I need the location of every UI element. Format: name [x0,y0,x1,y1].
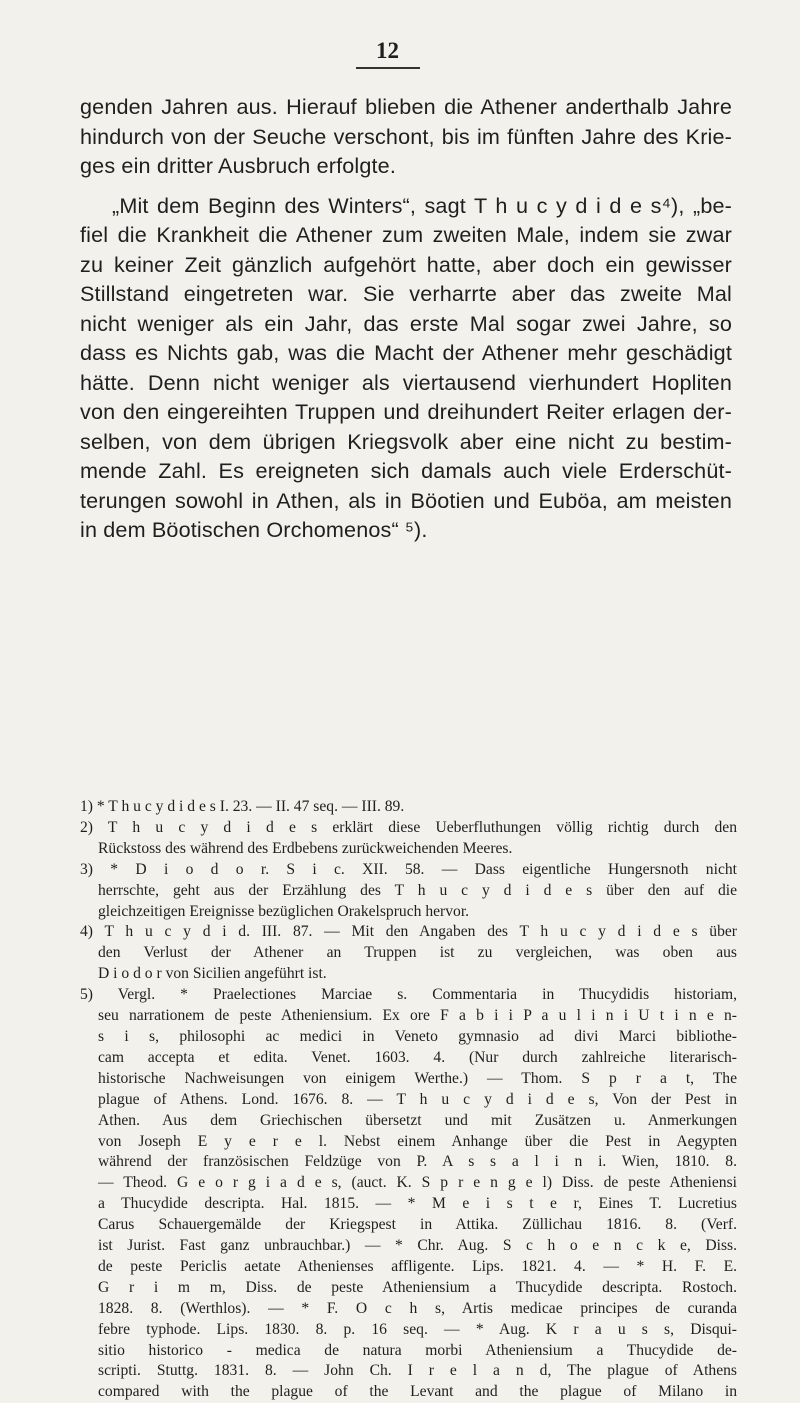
text-line: hindurch von der Seuche verschont, bis im fünften Jahre des Krie- [80,123,732,149]
text-line: fiel die Krankheit die Athener zum zweiten Male, indem sie zwar [80,222,732,247]
footnote-2 [80,818,737,860]
text-line: terungen sowohl in Athen, als in Böotien und Euböa, am meisten [80,487,732,513]
footnote-line: — Theod. G e o r g i a d e s, (auct. K. S p r e n g e l) Diss. de peste Atheniensi [98,1174,737,1192]
footnote-line: während der französischen Feldzüge von P. A s s a l i n i. Wien, 1810. 8. [98,1153,737,1171]
footnote-1 [80,797,737,818]
footnote-line: compared with the plague of the Levant and the plague of Milano in [98,1383,737,1401]
text-line: in dem Böotischen Orchomenos“ ⁵). [80,517,428,542]
footnote-line: G r i m m, Diss. de peste Atheniensium a Thucydide descripta. Rostoch. [98,1278,737,1296]
footnote-5 [80,985,737,1403]
footnote-line: scripti. Stuttg. 1831. 8. — John Ch. I r e l a n d, The plague of Athens [98,1362,737,1380]
footnote-line: plague of Athens. Lond. 1676. 8. — T h u c y d i d e s, Von der Pest in [98,1090,737,1108]
paragraph-1 [80,92,732,181]
text-line: ges ein dritter Ausbruch erfolgte. [80,153,396,178]
footnote-line: 5) Vergl. * Praelectiones Marciae s. Commentaria in Thucydidis historiam, [80,986,737,1004]
paragraph-2 [80,191,732,545]
paragraph-gap [80,181,732,191]
footnotes [80,797,737,1403]
footnote-line: ist Jurist. Fast ganz unbrauchbar.) — * Chr. Aug. S c h o e n c k e, Diss. [98,1237,737,1255]
footnote-4 [80,922,737,985]
footnote-line: 2) T h u c y d i d e s erklärt diese Ueberfluthungen völlig richtig durch den [80,818,737,836]
footnote-line: D i o d o r von Sicilien angeführt ist. [98,965,327,983]
page-number: 12 [376,38,399,63]
footnote-line: febre typhode. Lips. 1830. 8. p. 16 seq. — * Aug. K r a u s s, Disqui- [98,1320,737,1338]
footnote-line: cam accepta et edita. Venet. 1603. 4. (Nur durch zahlreiche literarisch- [98,1048,737,1066]
footnote-line: den Verlust der Athener an Truppen ist zu vergleichen, was oben aus [98,944,737,962]
header-rule [356,67,420,69]
main-text [80,92,732,545]
footnote-line: herrschte, geht aus der Erzählung des T h u c y d i d e s über den auf die [98,881,737,899]
footnote-line: sitio historico - medica de natura morbi Atheniensium a Thucydide de- [98,1341,737,1359]
text-line: dass es Nichts gab, was die Macht der Athener mehr geschädigt [80,340,732,365]
footnote-line: von Joseph E y e r e l. Nebst einem Anhange über die Pest in Aegypten [98,1132,737,1150]
text-line: genden Jahren aus. Hierauf blieben die Athener anderthalb Jahre [80,94,732,119]
footnote-line: historische Nachweisungen von einigem Werthe.) — Thom. S p r a t, The [98,1069,737,1087]
text-line: mende Zahl. Es ereigneten sich damals auch viele Erderschüt- [80,458,732,483]
footnote-line: s i s, philosophi ac medici in Veneto gymnasio ad divi Marci bibliothe- [98,1027,737,1045]
footnote-line: Rückstoss des während des Erdbebens zurückweichenden Meeres. [98,839,513,857]
footnote-line: 1) * T h u c y d i d e s I. 23. — II. 47 seq. — III. 89. [80,798,405,815]
text-line: von den eingereihten Truppen und dreihundert Reiter erlagen der- [80,399,732,424]
footnote-line: de peste Periclis aetate Athenienses affligente. Lips. 1821. 4. — * H. F. E. [98,1257,737,1275]
footnote-line: a Thucydide descripta. Hal. 1815. — * M e i s t e r, Eines T. Lucretius [98,1195,737,1213]
text-line: hätte. Denn nicht weniger als viertausend vierhundert Hopliten [80,369,732,395]
footnote-line: Athen. Aus dem Griechischen übersetzt und mit Zusätzen u. Anmerkungen [98,1111,737,1129]
text-line: selben, von dem übrigen Kriegsvolk aber eine nicht zu bestim- [80,428,732,454]
footnote-3 [80,860,737,923]
footnote-line: gleichzeitigen Ereignisse bezüglichen Orakelspruch hervor. [98,902,470,920]
text-line: Stillstand eingetreten war. Sie verharrte aber das zweite Mal [80,281,732,306]
text-line: nicht weniger als ein Jahr, das erste Mal sogar zwei Jahre, so [80,310,732,336]
footnote-line: 4) T h u c y d i d. III. 87. — Mit den Angaben des T h u c y d i d e s über [80,923,737,941]
text-line: „Mit dem Beginn des Winters“, sagt T h u c y d i d e s⁴), „be- [112,192,732,218]
footnote-line: seu narrationem de peste Atheniensium. Ex ore F a b i i P a u l i n i U t i n e n- [98,1007,737,1025]
footnote-line: Carus Schauergemälde der Kriegspest in Attika. Züllichau 1816. 8. (Verf. [98,1216,737,1234]
footnote-line: 3) * D i o d o r. S i c. XII. 58. — Dass eigentliche Hungersnoth nicht [80,860,737,878]
text-line: zu keiner Zeit gänzlich aufgehört hatte, aber doch ein gewisser [80,251,732,277]
footnote-line: 1828. 8. (Werthlos). — * F. O c h s, Artis medicae principes de curanda [98,1299,737,1317]
